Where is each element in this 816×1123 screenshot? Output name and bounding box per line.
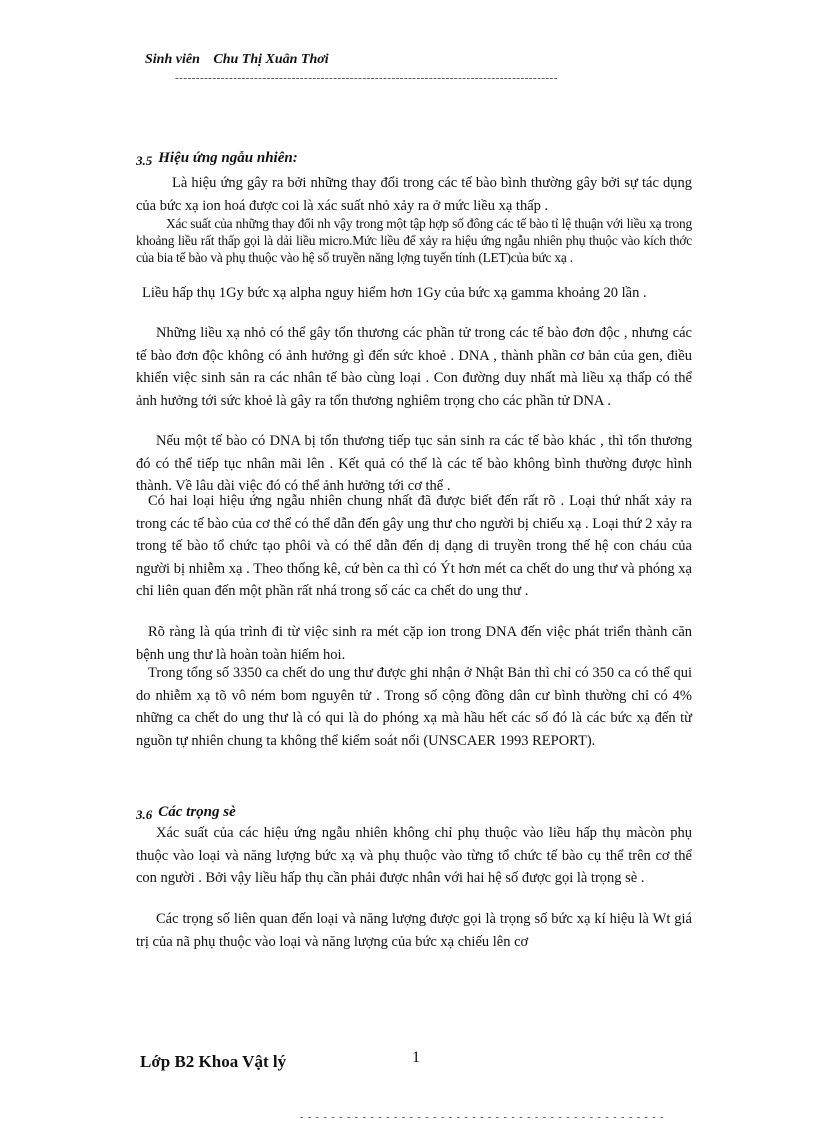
section-number: 3.5 bbox=[136, 153, 153, 168]
student-label: Sinh viên bbox=[145, 52, 200, 67]
paragraph: Liều hấp thụ 1Gy bức xạ alpha nguy hiểm hơn 1Gy của bức xạ gamma khoảng 20 lần . bbox=[142, 285, 647, 301]
section-heading-3-6 bbox=[136, 804, 236, 821]
paragraph: Các trọng số liên quan đến loại và năng lượng được gọi là trọng số bức xạ kí hiệu là Wt giá trị của nã phụ thuộc vào loại và năng lượng của bức xạ chiếu lên cơ bbox=[136, 911, 692, 950]
page-header bbox=[145, 52, 329, 68]
section-title: Hiệu ứng ngẫu nhiên: bbox=[158, 150, 298, 166]
paragraph: Trong tổng số 3350 ca chết do ung thư được ghi nhận ở Nhật Bản thì chỉ có 350 ca có thể qui do nhiễm xạ tõ vô ném bom nguyên tử . Trong số cộng đồng dân cư bình thường chỉ có 4% những ca chết do ung thư là có qui là do phóng xạ mà hầu hết các số đó là các bức xạ đến từ nguồn tự nhiên chung ta không thể kiểm soát nổi (UNSCAER 1993 REPORT). bbox=[136, 665, 692, 749]
section-number: 3.6 bbox=[136, 807, 153, 822]
header-rule: -------------------------------------------------------------------------------------------- bbox=[175, 72, 559, 84]
footer-class-label: Lớp B2 Khoa Vật lý bbox=[140, 1052, 287, 1071]
paragraph: Rõ ràng là qúa trình đi từ việc sinh ra mét cặp ion trong DNA đến việc phát triển thành căn bệnh ung thư là hoàn toàn hiếm hoi. bbox=[136, 624, 692, 663]
footer-rule: - - - - - - - - - - - - - - - - - - - - - - - - - - - - - - - - - - - - - - - - - - - - - - - bbox=[300, 1112, 665, 1123]
paragraph: Là hiệu ứng gây ra bởi những thay đổi trong các tế bào bình thường gây bởi sự tác dụng của bức xạ ion hoá được coi là xác suất nhỏ xảy ra ở mức liều xạ thấp . bbox=[136, 175, 692, 214]
paragraph: Xác suất của những thay đổi nh vậy trong một tập hợp số đông các tế bào tỉ lệ thuận với liều xạ trong khoảng liều rất thấp gọi là dải liều micro.Mức liều để xảy ra hiệu ứng ngẫu nhiên phụ thuộc vào kích thớc của bia tế bào và phụ thuộc vào hệ số truyền năng lợng tuyến tính (LET)của bức xạ . bbox=[136, 216, 692, 265]
student-name: Chu Thị Xuân Thơi bbox=[213, 52, 329, 67]
section-title: Các trọng sè bbox=[158, 804, 236, 820]
section-heading-3-5 bbox=[136, 150, 298, 167]
paragraph: Những liều xạ nhỏ có thể gây tổn thương các phần tử trong các tế bào đơn độc , nhưng các tế bào đơn độc không có ảnh hưởng gì đến sức khoẻ . DNA , thành phần cơ bản của gen, điều khiển việc sinh sản ra các nhân tế bào cùng loại . Con đường duy nhất mà liều xạ thấp có thể ảnh hưởng tới sức khoẻ là gây ra tổn thương nghiêm trọng cho các phần tử DNA . bbox=[136, 325, 692, 409]
paragraph: Xác suất của các hiệu ứng ngẫu nhiên không chỉ phụ thuộc vào liều hấp thụ màcòn phụ thuộc vào loại và năng lượng bức xạ và phụ thuộc vào từng tổ chức tế bào cụ thể trên cơ thể con người . Bởi vậy liều hấp thụ cần phải được nhân với hai hệ số được gọi là trọng sè . bbox=[136, 825, 692, 886]
paragraph: Có hai loại hiệu ứng ngẫu nhiên chung nhất đã được biết đến rất rõ . Loại thứ nhất xảy ra trong các tế bào của cơ thể có thể dẫn đến gây ung thư cho người bị chiếu xạ . Loại thứ 2 xảy ra trong tế bào tổ chức tạo phôi và có thể dẫn đến dị dạng di truyền trong thế hệ con cháu của người bị nhiễm xạ . Theo thống kê, cứ bèn ca thì có Ýt hơn mét ca chết do ung thư và phóng xạ chỉ liên quan đến một phần rất nhá trong số các ca chết do ung thư . bbox=[136, 493, 692, 599]
paragraph: Nếu một tế bào có DNA bị tổn thương tiếp tục sản sinh ra các tế bào khác , thì tổn thương đó có thể tiếp tục nhân mãi lên . Kết quả có thể là các tế bào không bình thường được hình thành. Về lâu dài việc đó có thể ảnh hưởng tới cơ thể . bbox=[136, 433, 692, 494]
page-number: 1 bbox=[412, 1049, 420, 1066]
